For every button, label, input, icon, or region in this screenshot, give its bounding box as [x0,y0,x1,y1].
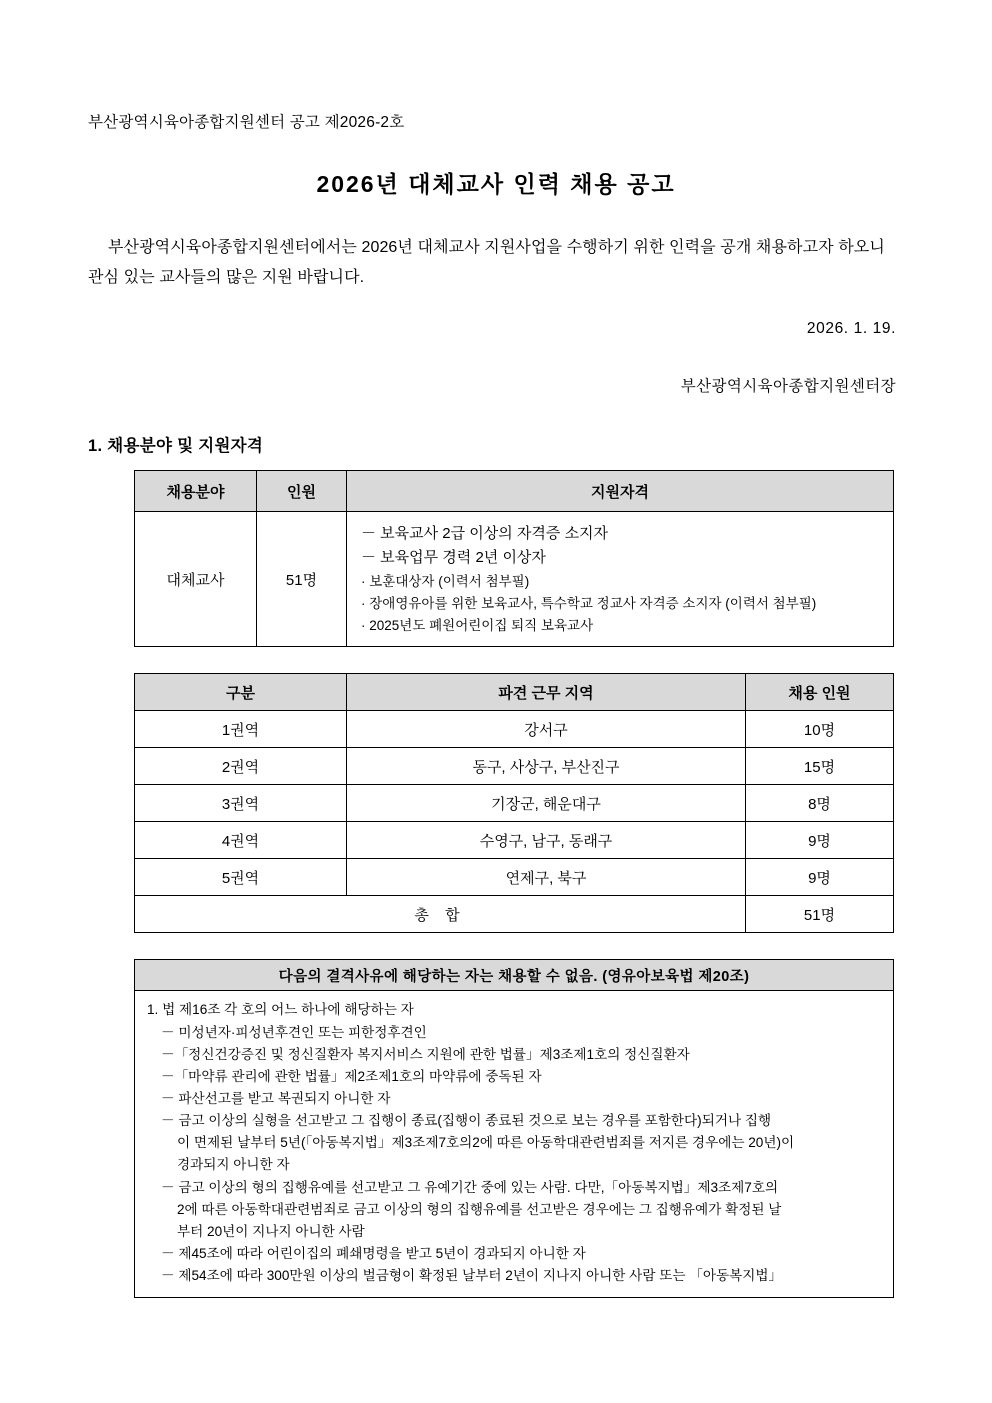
cell-count: 8명 [746,785,894,822]
disqualification-item-continuation: 경과되지 아니한 자 [177,1157,290,1173]
table-row [135,711,894,748]
cell-field: 대체교사 [135,512,257,647]
col-header-division: 구분 [135,674,347,711]
qualification-line: － 보육업무 경력 2년 이상자 [361,549,546,567]
intro-text: 부산광역시육아종합지원센터에서는 2026년 대체교사 지원사업을 수행하기 위한 인력을 공개 채용하고자 하오니 관심 있는 교사들의 많은 지원 바랍니다. [88,239,885,286]
disqualification-item: － 금고 이상의 형의 집행유예를 선고받고 그 유예기간 중에 있는 사람. 다만,「아동복지법」제3조제7호의 [161,1179,779,1195]
disqualification-header: 다음의 결격사유에 해당하는 자는 채용할 수 없음. (영유아보육법 제20조) [135,960,894,991]
issuer-name: 부산광역시육아종합지원센터장 [680,378,896,396]
disqualification-item: － 미성년자·피성년후견인 또는 피한정후견인 [161,1024,427,1040]
cell-count: 10명 [746,711,894,748]
table-row [135,991,894,1298]
cell-total-label: 총 합 [135,896,746,933]
disqualification-item: －「정신건강증진 및 정신질환자 복지서비스 지원에 관한 법률」제3조제1호의 정신질환자 [161,1046,690,1062]
table-total-row [135,896,894,933]
table-row [135,859,894,896]
document-number: 부산광역시육아종합지원센터 공고 제2026-2호 [88,114,405,131]
qualification-line: · 장애영유아를 위한 보육교사, 특수학교 정교사 자격증 소지자 (이력서 첨부필) [361,595,817,611]
cell-qualification-list [347,512,894,647]
disqualification-table [134,959,894,1298]
disqualification-item: － 제45조에 따라 어린이집의 폐쇄명령을 받고 5년이 경과되지 아니한 자 [161,1246,586,1262]
cell-division: 2권역 [135,748,347,785]
disqualification-item-continuation: 2에 따른 아동학대관련범죄로 금고 이상의 형의 집행유예를 선고받은 경우에는 그 집행유예가 확정된 날 [177,1201,782,1217]
cell-count: 15명 [746,748,894,785]
cell-division: 3권역 [135,785,347,822]
page-title: 2026년 대체교사 인력 채용 공고 [316,171,676,197]
cell-area: 기장군, 해운대구 [347,785,746,822]
region-table [134,673,894,933]
intro-paragraph [88,233,904,292]
table-row [135,822,894,859]
disqualification-list [135,991,894,1298]
cell-count: 9명 [746,859,894,896]
cell-total-count: 51명 [746,896,894,933]
col-header-field: 채용분야 [135,471,257,512]
col-header-area: 파견 근무 지역 [347,674,746,711]
cell-count: 51명 [257,512,347,647]
col-header-hire-count: 채용 인원 [746,674,894,711]
issue-date: 2026. 1. 19. [806,320,896,338]
cell-area: 연제구, 북구 [347,859,746,896]
table-header-row [135,960,894,991]
table-row [135,512,894,647]
cell-division: 4권역 [135,822,347,859]
table-header-row [135,674,894,711]
table-row [135,748,894,785]
qualification-line: · 보훈대상자 (이력서 첨부필) [361,573,530,589]
qualification-line: · 2025년도 폐원어린이집 퇴직 보육교사 [361,617,594,633]
table-header-row [135,471,894,512]
disqualification-item: － 제54조에 따라 300만원 이상의 벌금형이 확정된 날부터 2년이 지나지 아니한 사람 또는 「아동복지법」 [161,1268,783,1284]
cell-area: 동구, 사상구, 부산진구 [347,748,746,785]
cell-count: 9명 [746,822,894,859]
qualification-line: － 보육교사 2급 이상의 자격증 소지자 [361,525,609,543]
col-header-qualification: 지원자격 [347,471,894,512]
disqualification-item: －「마약류 관리에 관한 법률」제2조제1호의 마약류에 중독된 자 [161,1068,542,1084]
cell-division: 1권역 [135,711,347,748]
disqualification-item: － 금고 이상의 실형을 선고받고 그 집행이 종료(집행이 종료된 것으로 보는 경우를 포함한다)되거나 집행 [161,1113,772,1129]
disqualification-item: 1. 법 제16조 각 호의 어느 하나에 해당하는 자 [147,1002,414,1018]
cell-area: 강서구 [347,711,746,748]
disqualification-item-continuation: 부터 20년이 지나지 아니한 사람 [177,1223,365,1239]
cell-division: 5권역 [135,859,347,896]
table-row [135,785,894,822]
qualification-table [134,470,894,647]
disqualification-item-continuation: 이 면제된 날부터 5년(「아동복지법」제3조제7호의2에 따른 아동학대관련범죄를 저지른 경우에는 20년)이 [177,1135,795,1151]
section-heading-1: 1. 채용분야 및 지원자격 [88,437,264,456]
cell-area: 수영구, 남구, 동래구 [347,822,746,859]
col-header-count: 인원 [257,471,347,512]
disqualification-item: － 파산선고를 받고 복권되지 아니한 자 [161,1090,391,1106]
